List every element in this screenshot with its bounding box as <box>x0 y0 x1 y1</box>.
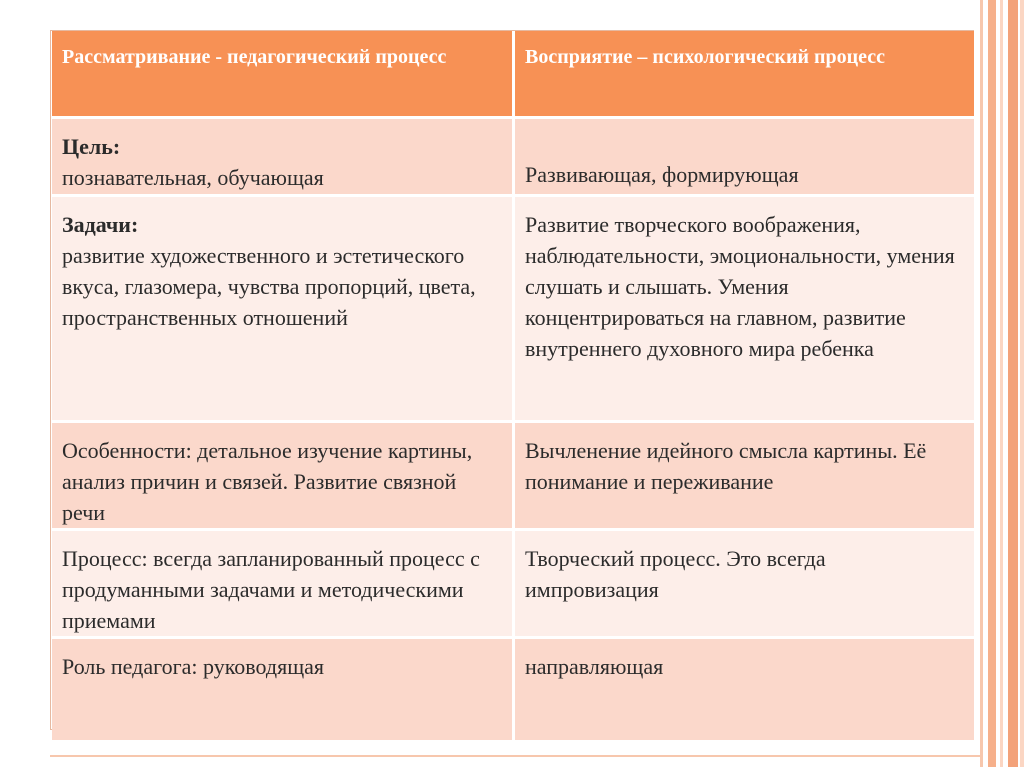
decor-stripe <box>1008 0 1018 767</box>
table-cell-role-right <box>512 636 974 740</box>
decor-stripe <box>988 0 996 767</box>
features-left-text: Особенности: детальное изучение картины, анализ причин и связей. Развитие связной речи <box>62 438 473 525</box>
table-cell-tasks-right <box>512 194 974 420</box>
table-row <box>52 194 974 420</box>
process-left-text: Процесс: всегда запланированный процесс с продуманными задачами и методическими приемами <box>62 546 480 633</box>
table-cell-tasks-left <box>52 194 512 420</box>
header-pedagogical-process: Рассматривание - педагогический процесс <box>52 31 512 116</box>
table-row <box>52 420 974 528</box>
table-cell-goal-right <box>512 116 974 194</box>
goal-right-text: Развивающая, формирующая <box>525 162 799 187</box>
tasks-right-text: Развитие творческого воображения, наблюдательности, эмоциональности, умения слушать и слышать. Умения концентрироваться на главном, развитие внутреннего духовного мира ребенка <box>525 212 955 361</box>
tasks-label: Задачи: <box>62 212 139 237</box>
table-cell-goal-left <box>52 116 512 194</box>
decor-stripe <box>1020 0 1024 767</box>
role-right-text: направляющая <box>525 654 664 679</box>
goal-label: Цель: <box>62 134 121 159</box>
decor-stripe <box>1000 0 1003 767</box>
features-right-text: Вычленение идейного смысла картины. Её понимание и переживание <box>525 438 927 494</box>
table-cell-features-left <box>52 420 512 528</box>
table-row <box>52 528 974 636</box>
table-row <box>52 116 974 194</box>
header-psychological-process: Восприятие – психологический процесс <box>512 31 974 116</box>
table-header-row <box>52 31 974 116</box>
decor-stripe <box>980 0 983 767</box>
table-cell-process-left <box>52 528 512 636</box>
goal-left-text: познавательная, обучающая <box>62 165 324 190</box>
process-right-text: Творческий процесс. Это всегда импровизация <box>525 546 826 602</box>
comparison-table <box>52 31 974 740</box>
table-cell-role-left <box>52 636 512 740</box>
table-cell-process-right <box>512 528 974 636</box>
tasks-left-text: развитие художественного и эстетического вкуса, глазомера, чувства пропорций, цвета, пространственных отношений <box>62 243 476 330</box>
table-row <box>52 636 974 740</box>
table-cell-features-right <box>512 420 974 528</box>
decor-bottom-line <box>50 755 980 757</box>
role-left-text: Роль педагога: руководящая <box>62 654 325 679</box>
